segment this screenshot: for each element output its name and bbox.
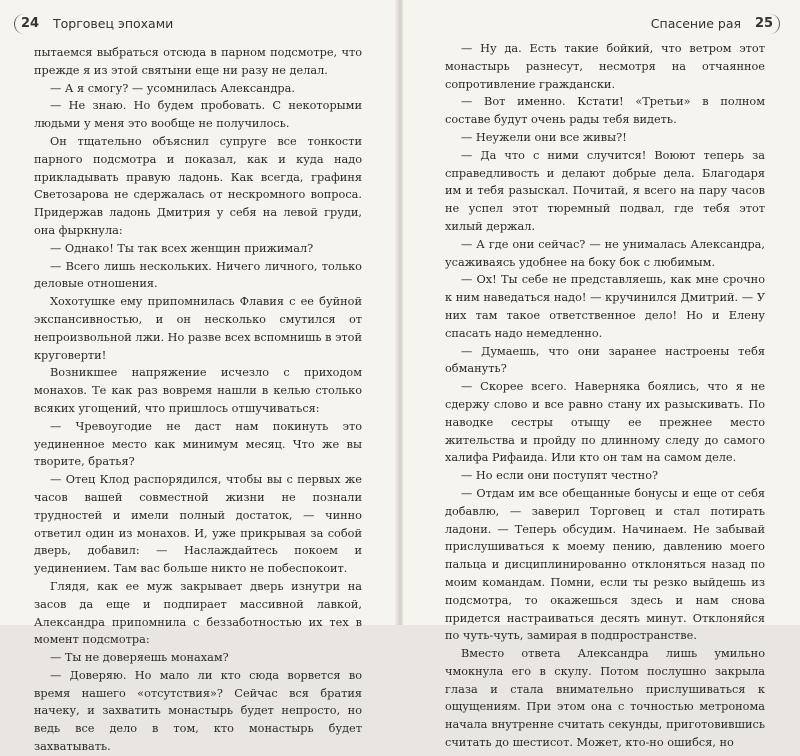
paragraph: — А я смогу? — усомнилась Александра.	[50, 81, 295, 95]
paragraph: — Но если они поступят честно?	[461, 469, 659, 483]
paragraph: пытаемся выбраться отсюда в парном подсмотре, что прежде я из этой святыни еще ни разу не делал.	[34, 46, 362, 77]
paragraph: — Думаешь, что они заранее настроены тебя обмануть?	[445, 344, 765, 376]
paragraph: Он тщательно объяснил супруге все тонкости парного подсмотра и показал, как и куда надо прикладывать правую ладонь. Как всегда, графиня Светозарова не сдержалась от нескромного вопроса. Придержав ладонь Дмитрия у себя на левой груди, она фыркнула:	[34, 134, 362, 237]
left-page-number: 24	[14, 14, 45, 34]
paragraph: Хохотушке ему припомнилась Флавия с ее буйной экспансивностью, и он несколько смутился от непроизвольной лжи. Но разве всех вспомнишь в этой круговерти!	[34, 295, 362, 362]
paragraph: — Скорее всего. Наверняка боялись, что я не сдержу слово и все равно стану их разыскивать. По наводке сестры отыщу ее прежнее место жительства и пройду по длинному следу до самого халифа Рифаида. Или кто он там на самом деле.	[445, 380, 765, 465]
left-running-title: Торговец эпохами	[53, 16, 174, 31]
left-running-head	[14, 14, 377, 36]
paragraph: — Всего лишь нескольких. Ничего личного, только деловые отношения.	[34, 259, 362, 291]
paragraph: Вместо ответа Александра лишь умильно чмокнула его в скулу. Потом послушно закрыла глаза и стала внимательно прислушиваться к ощущениям. При этом она с точностью метронома начала внутренне считать секунды, приготовившись считать до шестисот. Может, кто-но ошибся, но	[445, 647, 765, 750]
right-page	[403, 0, 800, 750]
paragraph: — Отец Клод распорядился, чтобы вы с первых же часов вашей совместной жизни не познали трудностей и имели полный достаток, — чинно ответил один из монахов. И, уже прикрывая за собой дверь, добавил: — Наслаждайтесь покоем и уединением. Там вас больше никто не побеспокоит.	[34, 473, 362, 576]
right-running-title: Спасение рая	[650, 16, 741, 31]
paragraph: Глядя, как ее муж закрывает дверь изнутри на засов да еще и подпирает массивной лавкой, Александра припомнила с беззаботностью их тех в момент подсмотра:	[34, 579, 362, 647]
paragraph: — Ох! Ты себе не представляешь, как мне срочно к ним наведаться надо! — кручинился Дмитрий. — У них там такое ответственное дело! Но и Елену спасать надо немедленно.	[445, 273, 765, 340]
left-page	[0, 0, 397, 754]
right-page-text	[445, 40, 765, 752]
paragraph: Возникшее напряжение исчезло с приходом монахов. Те как раз вовремя нашли в келью столько всяких угощений, что пришлось отшучиваться:	[34, 366, 362, 415]
paragraph: — Да что с ними случится! Воюют теперь за справедливость и делают добрые дела. Благодаря им и тебя разыскал. Почитай, я всего на пару часов не успел этот тюремный подвал, где тебя этот хилый держал.	[445, 148, 765, 233]
paragraph: — Неужели они все живы?!	[461, 130, 627, 144]
paragraph: — Вот именно. Кстати! «Третьи» в полном составе будут очень рады тебя видеть.	[445, 95, 765, 127]
paragraph: — Ты не доверяешь монахам?	[50, 651, 229, 665]
paragraph: — А где они сейчас? — не унималась Александра, усаживаясь удобнее на боку бок с любимым.	[445, 237, 765, 269]
paragraph: — Ну да. Есть такие бойкий, что ветром этот монастырь разнесут, несмотря на отчаянное сопротивление граждански.	[445, 42, 765, 91]
paragraph: — Отдам им все обещанные бонусы и еще от себя добавлю, — заверил Торговец и стал потирать ладони. — Теперь обсудим. Начинаем. Не забывай прислушиваться к моему пению, давлению моего пальца и дисциплинированно отклоняться назад по моим командам. Помни, если ты резко выйдешь из подсмотра, то окажешься здесь и нам снова придется настраиваться десять минут. Отклоняйся по чуть-чуть, замирая в подпространстве.	[445, 486, 765, 643]
paragraph: — Однако! Ты так всех женщин прижимал?	[50, 241, 314, 255]
paragraph: — Не знаю. Но будем пробовать. С некоторыми людьми у меня это вообще не получилось.	[34, 99, 362, 131]
paragraph: — Доверяю. Но мало ли кто сюда ворвется во время нашего «отсутствия»? Сейчас вся братия начеку, и захватить монастырь будет непросто, но ведь все дело в том, кто монастырь будет захватывать.	[34, 668, 362, 754]
right-running-head	[411, 14, 780, 36]
left-page-text	[34, 44, 362, 756]
right-page-number: 25	[749, 14, 780, 34]
paragraph: — Чревоугодие не даст нам покинуть это уединенное место как минимум месяц. Что же вы творите, братья?	[34, 419, 362, 469]
